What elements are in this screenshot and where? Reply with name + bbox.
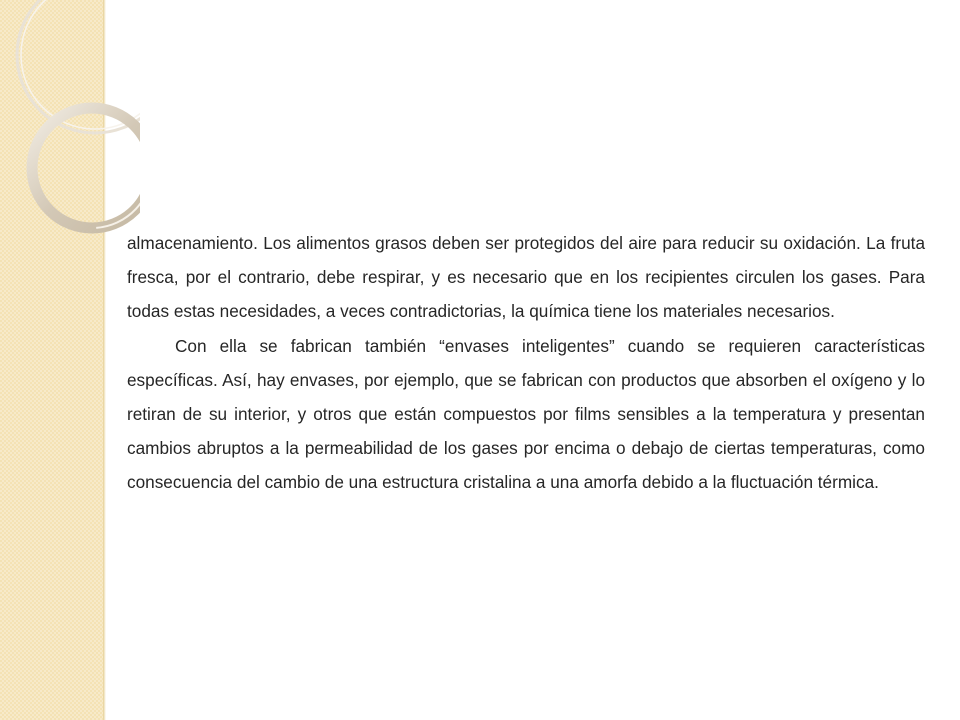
decorative-rings: [0, 0, 140, 260]
body-text: [127, 226, 925, 500]
paragraph-2: Con ella se fabrican también “envases inteligentes” cuando se requieren características específicas. Así, hay envases, por ejemplo, que se fabrican con productos que absorben el oxígeno y lo retiran de su interior, y otros que están compuestos por films sensibles a la temperatura y presentan cambios abruptos a la permeabilidad de los gases por encima o debajo de ciertas temperaturas, como consecuencia del cambio de una estructura cristalina a una amorfa debido a la fluctuación térmica.: [127, 335, 925, 493]
paragraph-1: almacenamiento. Los alimentos grasos deben ser protegidos del aire para reducir su oxidación. La fruta fresca, por el contrario, debe respirar, y es necesario que en los recipientes circulen los gases. Para todas estas necesidades, a veces contradictorias, la química tiene los materiales necesarios.: [127, 233, 925, 322]
